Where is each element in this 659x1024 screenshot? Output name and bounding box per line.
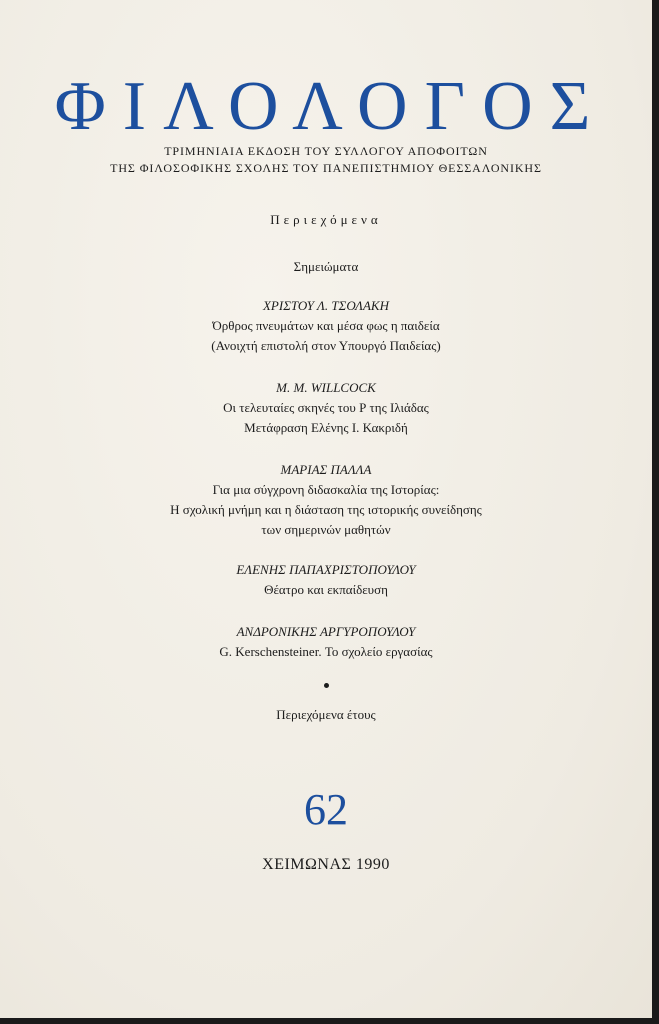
journal-subtitle-line2: ΤΗΣ ΦΙΛΟΣΟΦΙΚΗΣ ΣΧΟΛΗΣ ΤΟΥ ΠΑΝΕΠΙΣΤΗΜΙΟΥ ΘΕΣΣΑΛΟΝΙΚΗΣ <box>110 161 542 175</box>
entry-author: ΕΛΕΝΗΣ ΠΑΠΑΧΡΙΣΤΟΠΟΥΛΟΥ <box>236 562 416 577</box>
entry-author: ΧΡΙΣΤΟΥ Λ. ΤΣΟΛΑΚΗ <box>262 298 389 313</box>
entry-author: ΜΑΡΙΑΣ ΠΑΛΛΑ <box>280 462 372 477</box>
issue-number: 62 <box>304 785 348 834</box>
annual-contents: Περιεχόμενα έτους <box>276 707 376 722</box>
entry-title-line: (Ανοιχτή επιστολή στον Υπουργό Παιδείας) <box>211 338 441 353</box>
contents-heading: Περιεχόμενα <box>270 212 382 227</box>
entry-title-line: Θέατρο και εκπαίδευση <box>264 582 388 597</box>
journal-title: ΦΙΛΟΛΟΓΟΣ <box>54 68 608 145</box>
entry-author: ΑΝΔΡΟΝΙΚΗΣ ΑΡΓΥΡΟΠΟΥΛΟΥ <box>236 624 416 639</box>
entry-title-line: Όρθρος πνευμάτων και μέσα φως η παιδεία <box>212 318 440 333</box>
bullet-divider <box>324 683 329 688</box>
entry-title-line: Η σχολική μνήμη και η διάσταση της ιστορικής συνείδησης <box>170 502 482 517</box>
entry-title-line: των σημερινών μαθητών <box>261 522 391 537</box>
entry-title-line: G. Kerschensteiner. Το σχολείο εργασίας <box>219 644 433 659</box>
entry-author: M. M. WILLCOCK <box>276 380 376 395</box>
issue-season: ΧΕΙΜΩΝΑΣ 1990 <box>262 856 390 873</box>
entry-title-line: Για μια σύγχρονη διδασκαλία της Ιστορίας: <box>212 482 440 497</box>
entry-title-line: Οι τελευταίες σκηνές του Ρ της Ιλιάδας <box>223 400 429 415</box>
contents-notes: Σημειώματα <box>293 259 359 274</box>
entry-title-line: Μετάφραση Ελένης Ι. Κακριδή <box>244 420 408 435</box>
journal-subtitle-line1: ΤΡΙΜΗΝΙΑΙΑ ΕΚΔΟΣΗ ΤΟΥ ΣΥΛΛΟΓΟΥ ΑΠΟΦΟΙΤΩΝ <box>164 144 488 158</box>
